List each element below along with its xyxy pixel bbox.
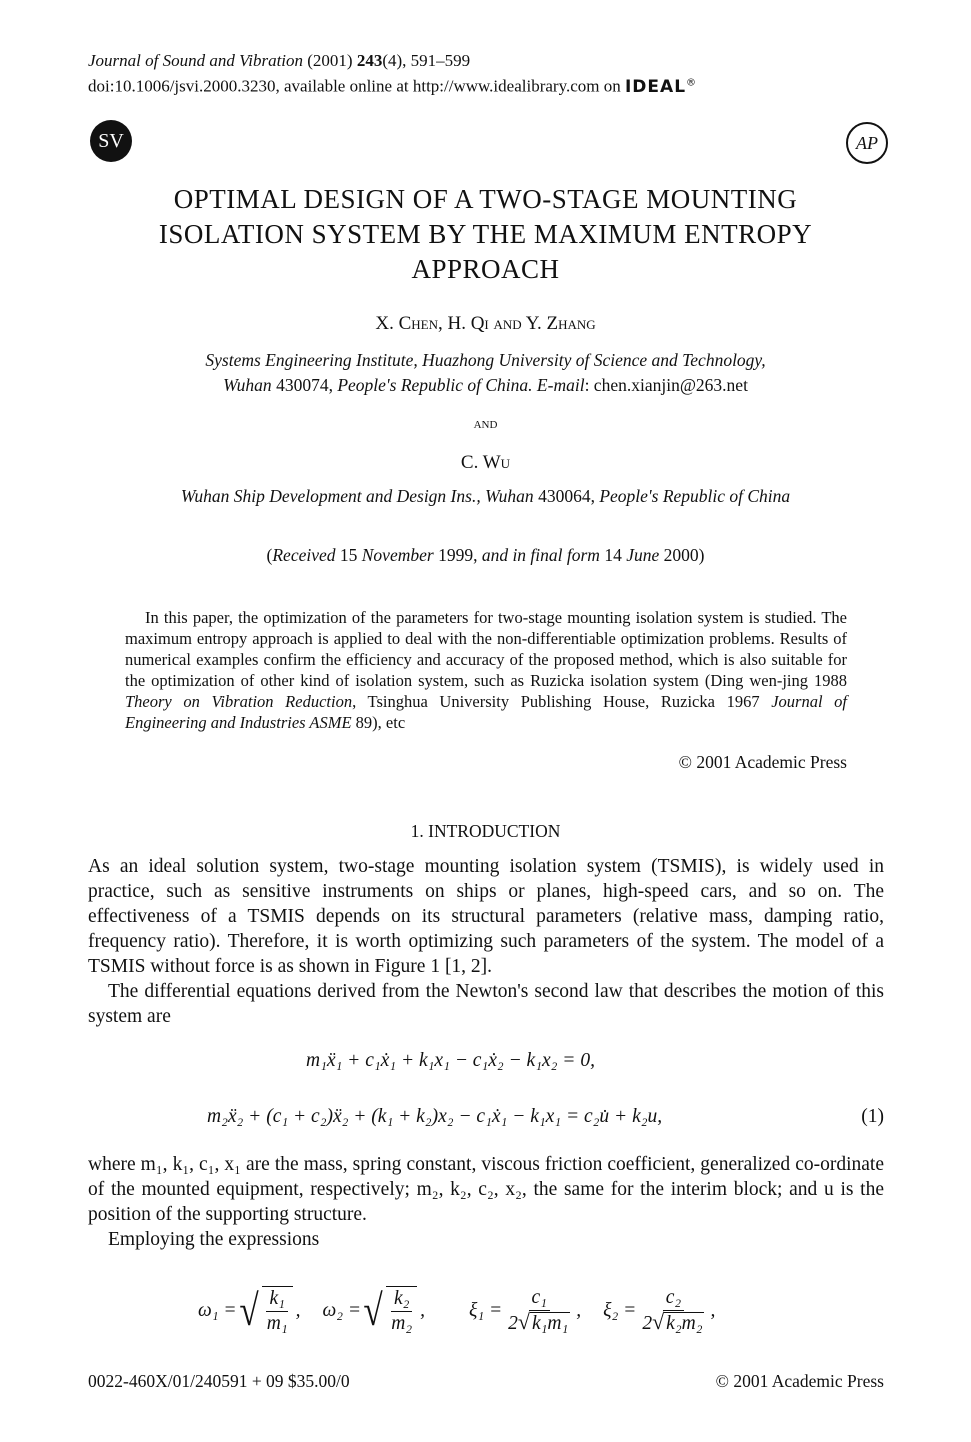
sqrt-k2-m2 bbox=[361, 1286, 420, 1336]
affiliation-1-line-1: Systems Engineering Institute, Huazhong University of Science and Technology, bbox=[205, 350, 766, 370]
radical-sign: √ bbox=[363, 1286, 383, 1335]
abstract-text-1: In this paper, the optimization of the parameters for two-stage mounting isolation system is studied. The maximum entropy approach is applied to deal with the non-differentiable optimization problems. Results of numerical examples confirm the efficiency and accuracy of the proposed method, which is also suitable for the optimization of other kind of isolation system, such as Ruzicka isolation system (Ding wen-jing 1988 bbox=[125, 608, 847, 690]
equation-number: (1) bbox=[861, 1106, 884, 1127]
recv-year1: 1999, bbox=[433, 545, 482, 565]
den-two-1: 2 bbox=[508, 1313, 518, 1334]
abstract-text-3: 89), etc bbox=[351, 713, 406, 732]
radical-sign: √ bbox=[517, 1309, 530, 1334]
abstract-text-2: , Tsinghua University Publishing House, Ruzicka 1967 bbox=[352, 692, 772, 711]
aff2-institute: Wuhan Ship Development and Design Ins., Wuhan bbox=[180, 486, 534, 506]
frequency-damping-expressions bbox=[198, 1276, 715, 1346]
comma-2: , bbox=[420, 1300, 425, 1321]
fraction-k2-m2 bbox=[386, 1286, 417, 1336]
num-c1: c₁ bbox=[529, 1286, 550, 1311]
num-k1: k₁ bbox=[266, 1287, 287, 1312]
den-m2: m₂ bbox=[391, 1313, 413, 1334]
journal-name: Journal of Sound and Vibration bbox=[88, 51, 304, 70]
comma-4: , bbox=[710, 1300, 716, 1321]
journal-issue-pages: (4), 591–599 bbox=[382, 51, 471, 70]
ap-logo-text: AP bbox=[856, 132, 878, 153]
ideal-logo-text: IDEAL bbox=[624, 76, 687, 97]
journal-volume: 243 bbox=[356, 51, 383, 70]
radical-sign: √ bbox=[239, 1286, 259, 1335]
fraction-k1-m1 bbox=[262, 1286, 293, 1336]
paragraph-1: As an ideal solution system, two-stage mounting isolation system (TSMIS), is widely used in practice, such as sensitive instruments on ships or planes, high-speed cars, and so on. The effectiveness of a TSMIS depends on its structural parameters (relative mass, damping ratio, frequency ratio). Therefore, it is worth optimizing such parameters of the system. The model of a TSMIS without force is as shown in Figure 1 [1, 2]. bbox=[88, 856, 884, 977]
recv-year2: 2000) bbox=[659, 545, 705, 565]
doi-line bbox=[88, 72, 697, 98]
comma-1: , bbox=[295, 1300, 301, 1321]
affiliation-1-line-2 bbox=[100, 373, 871, 398]
radical-sign: √ bbox=[652, 1309, 665, 1334]
footer-issn: 0022-460X/01/240591 + 09 $35.00/0 bbox=[88, 1371, 350, 1391]
omega2-lhs: ω₂ = bbox=[322, 1300, 362, 1321]
abstract bbox=[125, 607, 847, 733]
paragraph-3: where m₁, k₁, c₁, x₁ are the mass, spring constant, viscous friction coefficient, generalized co-ordinate of the mounted equipment, respectively; m₂, k₂, c₂, x₂, the same for the interim block; and u is the position of the supporting structure. bbox=[88, 1154, 884, 1225]
recv-final: and in final form bbox=[481, 545, 600, 565]
recv-day2: 14 bbox=[599, 545, 627, 565]
xi2-lhs: ξ₂ = bbox=[603, 1300, 637, 1321]
abstract-ref-title-2: Journal of Engineering and Industries ASME bbox=[125, 692, 847, 732]
den-2sqrt-k1m1 bbox=[505, 1311, 573, 1336]
second-author: C. Wu bbox=[460, 452, 511, 473]
num-c2: c₂ bbox=[663, 1286, 684, 1311]
journal-header bbox=[88, 50, 697, 98]
paragraph-2: The differential equations derived from the Newton's second law that describes the motion of this system are bbox=[88, 981, 884, 1027]
fraction-xi2 bbox=[639, 1286, 707, 1336]
and-separator: and bbox=[473, 416, 498, 432]
abstract-ref-title-1: Theory on Vibration Reduction bbox=[125, 692, 353, 711]
recv-month1: November bbox=[361, 545, 434, 565]
den-two-2: 2 bbox=[642, 1313, 653, 1334]
equation-1b: m₂ẍ₂ + (c₁ + c₂)ẍ₂ + (k₁ + k₂)x₂ − c₁ẋ₁ − k₁x₁ = c₂u̇ + k₂u, bbox=[207, 1106, 663, 1127]
journal-year: (2001) bbox=[307, 51, 353, 70]
recv-word: Received bbox=[272, 545, 336, 565]
den-m1: m₁ bbox=[266, 1313, 288, 1334]
recv-day1: 15 bbox=[335, 545, 362, 565]
author-list: X. Chen, H. Qi and Y. Zhang bbox=[375, 313, 596, 334]
xi1-lhs: ξ₁ = bbox=[469, 1300, 503, 1321]
abstract-copyright: © 2001 Academic Press bbox=[678, 752, 847, 772]
equation-1a: m₁ẍ₁ + c₁ẋ₁ + k₁x₁ − c₁ẋ₂ − k₁x₂ = 0, bbox=[306, 1050, 595, 1071]
aff-postcode: 430074, bbox=[271, 375, 338, 395]
aff2-postcode: 430064, bbox=[533, 486, 600, 506]
ideal-registered-mark: ® bbox=[686, 77, 698, 88]
sqrt-k1-m1 bbox=[237, 1286, 296, 1336]
title-line-2: ISOLATION SYSTEM BY THE MAXIMUM ENTROPY bbox=[158, 219, 813, 249]
footer-copyright: © 2001 Academic Press bbox=[715, 1371, 884, 1391]
num-k2: k₂ bbox=[391, 1287, 412, 1312]
paragraph-4: Employing the expressions bbox=[108, 1229, 320, 1250]
ap-publisher-logo bbox=[846, 122, 888, 164]
recv-open: ( bbox=[266, 545, 273, 565]
recv-month2: June bbox=[626, 545, 660, 565]
affiliation-2 bbox=[100, 486, 871, 507]
sv-logo-text: SV bbox=[98, 129, 124, 152]
aff-email[interactable]: : chen.xianjin@263.net bbox=[584, 375, 748, 395]
citation-line bbox=[88, 50, 697, 72]
den-2sqrt-k2m2 bbox=[639, 1311, 707, 1336]
den-k1m1: k₁m₁ bbox=[532, 1313, 569, 1334]
aff-city: Wuhan bbox=[223, 375, 272, 395]
aff2-country: People's Republic of China bbox=[599, 486, 791, 506]
fraction-xi1 bbox=[505, 1286, 573, 1336]
sv-publisher-logo bbox=[90, 120, 132, 162]
section-heading-introduction: 1. INTRODUCTION bbox=[410, 821, 561, 841]
aff-country-email: People's Republic of China. E-mail bbox=[337, 375, 585, 395]
paper-title bbox=[100, 182, 871, 287]
doi-text[interactable]: doi:10.1006/jsvi.2000.3230, available online at http://www.idealibrary.com on bbox=[88, 76, 621, 96]
title-line-3: APPROACH bbox=[411, 254, 560, 284]
omega1-lhs: ω₁ = bbox=[198, 1300, 237, 1321]
received-dates bbox=[100, 545, 871, 566]
ideal-logo bbox=[625, 77, 697, 97]
comma-3: , bbox=[576, 1300, 582, 1321]
den-k2m2: k₂m₂ bbox=[666, 1313, 703, 1334]
title-line-1: OPTIMAL DESIGN OF A TWO-STAGE MOUNTING bbox=[173, 184, 798, 214]
affiliation-1 bbox=[100, 348, 871, 398]
